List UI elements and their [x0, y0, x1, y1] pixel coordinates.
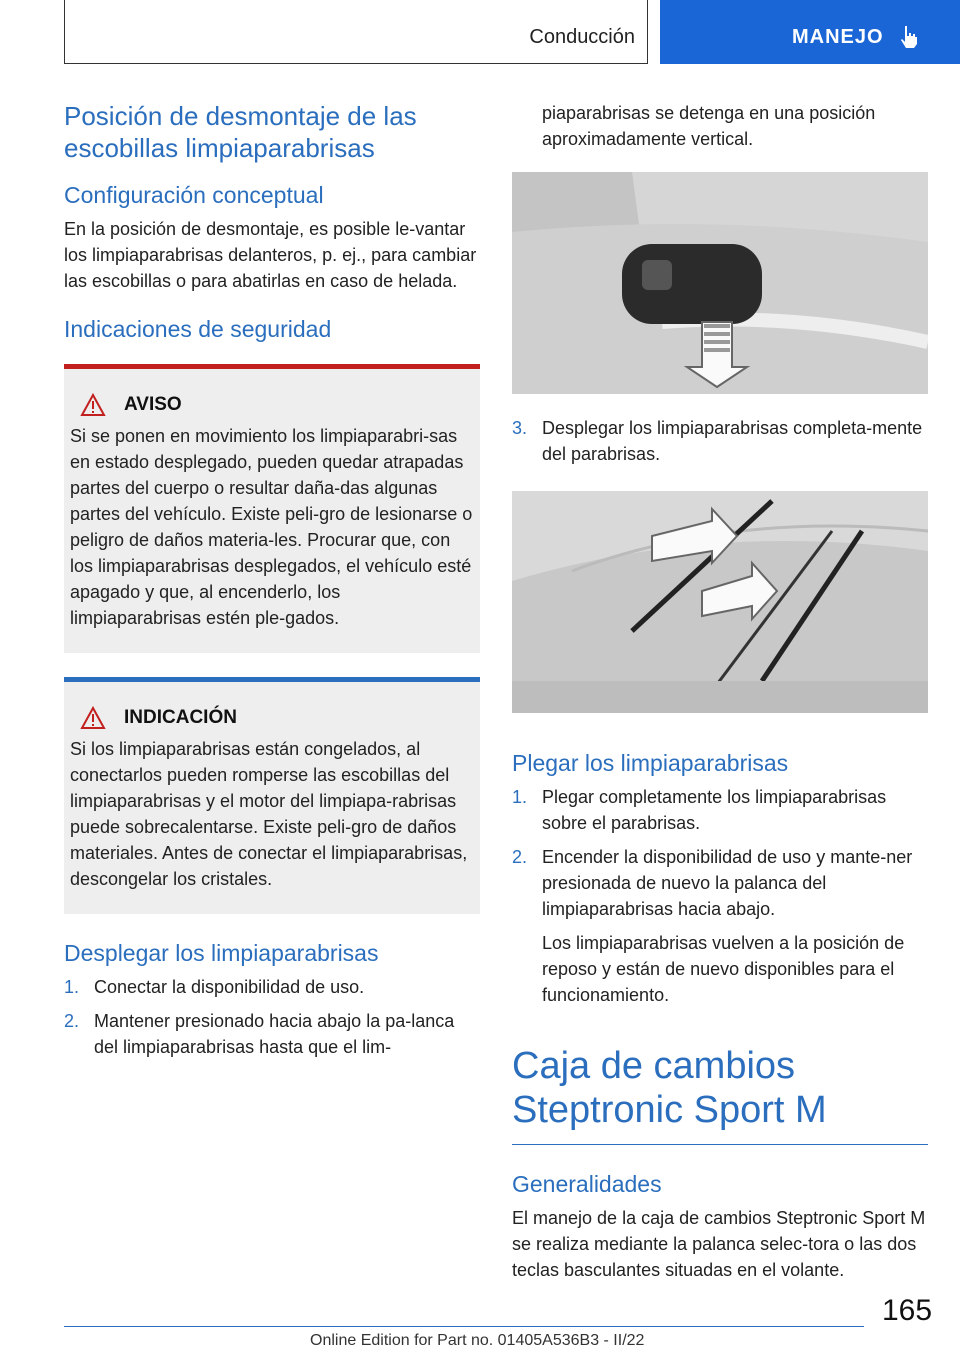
safety-heading: Indicaciones de seguridad	[64, 316, 332, 342]
warning-triangle-icon	[80, 393, 106, 417]
hand-pointer-icon	[896, 24, 922, 50]
header-chapter: Conducción	[529, 26, 635, 48]
step-number: 1.	[512, 787, 528, 807]
footer-edition: Online Edition for Part no. 01405A536B3 - II/22	[310, 1332, 645, 1349]
step-number: 1.	[64, 977, 80, 997]
footer-divider	[64, 1326, 864, 1327]
step-number: 2.	[64, 1011, 80, 1031]
step-text: Mantener presionado hacia abajo la pa-lanca del limpiaparabrisas hasta que el lim-	[94, 1011, 455, 1057]
indicacion-callout	[64, 677, 480, 914]
warning-triangle-icon	[80, 706, 106, 730]
wiper-windshield-image	[512, 491, 928, 713]
title-divider	[512, 1144, 928, 1145]
gearbox-title: Caja de cambios Steptronic Sport M	[512, 1045, 827, 1131]
fold-heading: Plegar los limpiaparabrisas	[512, 750, 789, 776]
deploy-steps	[64, 974, 480, 1060]
page-number: 165	[882, 1294, 933, 1327]
list-item	[512, 415, 928, 467]
list-item	[512, 844, 928, 922]
concept-heading: Configuración conceptual	[64, 182, 324, 208]
fold-note: Los limpiaparabrisas vuelven a la posición de reposo y están de nuevo disponibles para el funcionamiento.	[542, 933, 905, 1005]
wiper-lever-image	[512, 172, 928, 394]
list-item	[64, 974, 480, 1000]
step-text: Plegar completamente los limpiaparabrisas sobre el parabrisas.	[542, 787, 887, 833]
indicacion-text: Si los limpiaparabrisas están congelados, al conectarlos pueden romperse las escobillas del limpiaparabrisas y el motor del limpiapa-rabrisas puede sobrecalentarse. Existe peli-gro de daños materiales. Antes de conectar el limpiaparabrisas, descongelar los cristales.	[70, 739, 468, 889]
aviso-title: AVISO	[124, 394, 182, 415]
aviso-callout	[64, 364, 480, 653]
header-section: MANEJO	[792, 26, 884, 48]
left-column	[64, 100, 480, 1068]
concept-text: En la posición de desmontaje, es posible le-vantar los limpiaparabrisas delanteros, p. ej., para cambiar las escobillas o para abatirlas en caso de helada.	[64, 219, 477, 291]
continued-text: piaparabrisas se detenga en una posición aproximadamente vertical.	[542, 103, 876, 149]
list-item	[64, 1008, 480, 1060]
right-column	[512, 100, 928, 1303]
header-chapter-box	[64, 0, 648, 64]
general-heading: Generalidades	[512, 1171, 662, 1197]
step-number: 2.	[512, 847, 528, 867]
list-item	[512, 784, 928, 836]
aviso-text: Si se ponen en movimiento los limpiaparabri-sas en estado desplegado, pueden quedar atrapadas partes del cuerpo o resultar daña-das algunas partes del vehículo. Existe peli-gro de lesionarse o peligro de daños materia-les. Procurar que, con los limpiaparabrisas desplegados, el vehículo esté apagado y que, al encenderlo, los limpiaparabrisas estén ple-gados.	[70, 426, 473, 628]
step-text: Conectar la disponibilidad de uso.	[94, 977, 365, 997]
header-section-box	[660, 0, 960, 64]
step-text: Encender la disponibilidad de uso y mante-ner presionada de nuevo la palanca del limpiaparabrisas hacia abajo.	[542, 847, 913, 919]
step-text: Desplegar los limpiaparabrisas completa-mente del parabrisas.	[542, 418, 923, 464]
fold-steps	[512, 784, 928, 922]
section-title: Posición de desmontaje de las escobillas limpiaparabrisas	[64, 101, 417, 163]
general-text: El manejo de la caja de cambios Steptronic Sport M se realiza mediante la palanca selec-tora o las dos teclas basculantes situadas en el volante.	[512, 1208, 926, 1280]
deploy-heading: Desplegar los limpiaparabrisas	[64, 940, 379, 966]
indicacion-title: INDICACIÓN	[124, 707, 237, 728]
step-number: 3.	[512, 418, 528, 438]
deploy-steps-continued	[512, 415, 928, 467]
